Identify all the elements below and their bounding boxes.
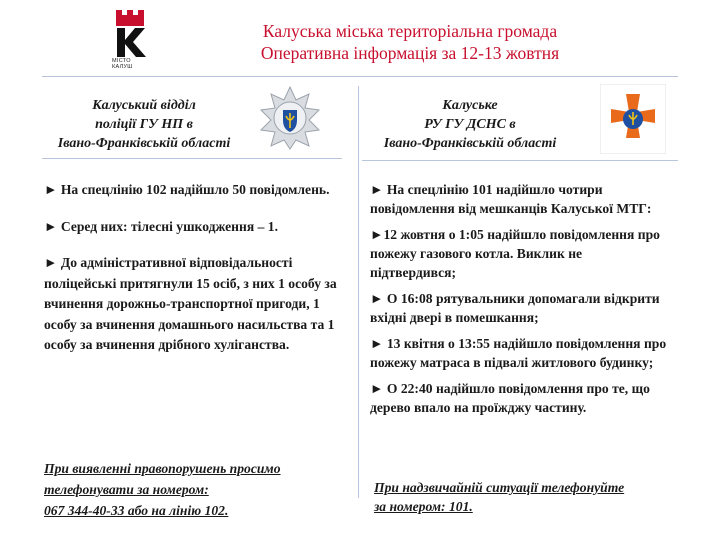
rescue-contact-note: При надзвичайній ситуації телефонуйте за номером: 101. bbox=[374, 478, 674, 516]
rescue-paragraph: ► О 22:40 надійшло повідомлення про те, що дерево впало на проїжджу частину. bbox=[370, 381, 650, 415]
rescue-paragraph: ►12 жовтня о 1:05 надійшло повідомлення про пожежу газового котла. Виклик не підтвердився; bbox=[370, 227, 660, 280]
police-contact-note: При виявленні правопорушень просимо телефонувати за номером: 067 344-40-33 або на лінію 102. bbox=[44, 458, 344, 521]
police-department-title: Калуський відділ поліції ГУ НП в Івано-Франківській області bbox=[57, 98, 231, 151]
rescue-report bbox=[370, 180, 670, 424]
police-paragraph: ► Серед них: тілесні ушкодження – 1. bbox=[44, 218, 278, 234]
rescue-paragraph: ► О 16:08 рятувальники допомагали відкрити вхідні двері в помешкання; bbox=[370, 291, 660, 325]
logo-caption: МІСТО КАЛУШ bbox=[112, 58, 133, 70]
right-divider bbox=[362, 160, 678, 161]
police-report bbox=[44, 180, 342, 372]
left-divider bbox=[42, 158, 342, 159]
page-title bbox=[200, 20, 620, 64]
rescue-service-emblem-icon bbox=[600, 84, 666, 154]
police-paragraph: ► До адміністративної відповідальності поліцейські притягнули 15 осіб, з них 1 особу за вчинення дорожньо-транспортної пригоди, 1 особу за вчинення домашнього насильства та 1 особу за вчинення дрібного хуліганства. bbox=[44, 255, 337, 352]
rescue-paragraph: ► 13 квітня о 13:55 надійшло повідомлення про пожежу матраса в підвалі житлового будинку; bbox=[370, 336, 667, 370]
column-divider bbox=[358, 86, 359, 498]
police-paragraph: ► На спецлінію 102 надійшло 50 повідомлень. bbox=[44, 182, 330, 197]
rescue-department-title: Калуське РУ ГУ ДСНС в Івано-Франківській області bbox=[383, 98, 557, 151]
header-line-2: Оперативна інформація за 12-13 жовтня bbox=[260, 43, 560, 63]
top-divider bbox=[42, 76, 678, 77]
rescue-phone: за номером: 101. bbox=[374, 499, 473, 514]
header-line-1: Калуська міська територіальна громада bbox=[262, 21, 558, 41]
police-phone: 067 344-40-33 або на лінію 102. bbox=[44, 503, 229, 518]
rescue-paragraph: ► На спецлінію 101 надійшло чотири повідомлення від мешканців Калуської МТГ: bbox=[370, 182, 652, 216]
police-badge-icon bbox=[258, 86, 322, 150]
